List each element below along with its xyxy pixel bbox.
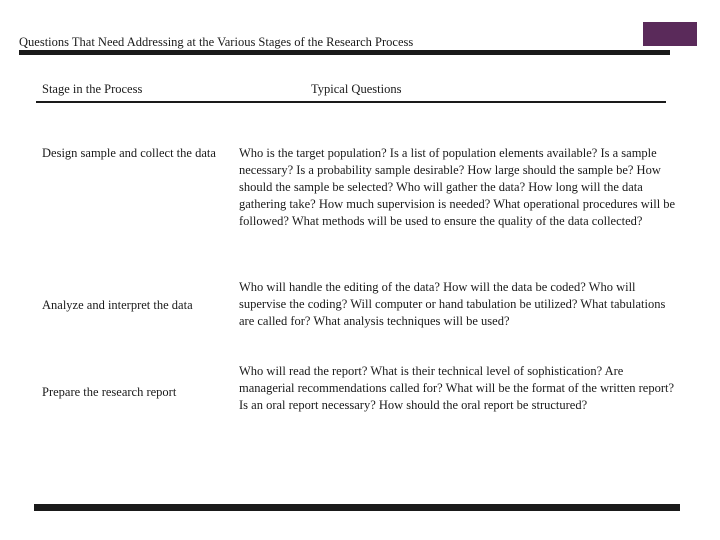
slide-title: Questions That Need Addressing at the Various Stages of the Research Process [19, 35, 414, 49]
header-rule [36, 101, 666, 103]
row-3-stage: Prepare the research report [42, 385, 177, 399]
row-1-questions: Who is the target population? Is a list of population elements available? Is a sample necessary? Is a probability sample desirable? How large should the sample be? How should the sample be selected? Who will gather the data? How long will the data gathering take? How much supervision is needed? What operational procedures will be followed? What methods will be used to ensure the quality of the data collected? [239, 146, 676, 228]
row-3-questions: Who will read the report? What is their technical level of sophistication? Are managerial recommendations called for? What will be the format of the written report? Is an oral report necessary? How should the oral report be structured? [239, 364, 675, 412]
column-header-questions: Typical Questions [311, 82, 402, 96]
title-rule [19, 50, 670, 55]
bottom-rule [34, 504, 680, 511]
row-1-stage: Design sample and collect the data [42, 146, 216, 160]
accent-box [643, 22, 697, 46]
row-2-stage: Analyze and interpret the data [42, 298, 193, 312]
row-2-questions: Who will handle the editing of the data? How will the data be coded? Who will supervise the coding? Will computer or hand tabulation be utilized? What tabulations are called for? What analysis techniques will be used? [239, 280, 666, 328]
column-header-stage: Stage in the Process [42, 82, 143, 96]
